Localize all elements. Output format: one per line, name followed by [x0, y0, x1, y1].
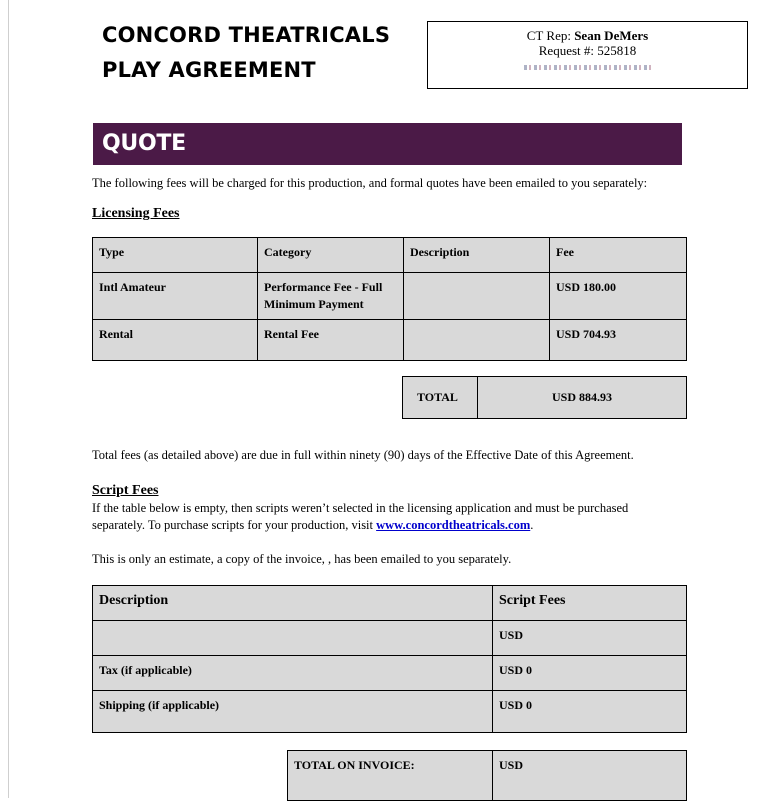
table-row [93, 273, 687, 320]
redacted-text [524, 65, 652, 70]
table-row [93, 621, 687, 656]
script-fee: USD 0 [493, 656, 687, 691]
fee-category: Performance Fee - Full Minimum Payment [258, 273, 404, 320]
page-edge [8, 0, 9, 798]
doc-title-line2: PLAY AGREEMENT [102, 58, 316, 82]
doc-title-line1: CONCORD THEATRICALS [102, 23, 391, 47]
total-label: TOTAL [403, 377, 478, 419]
col-description-header: Description [404, 238, 550, 273]
invoice-total-value: USD [493, 751, 687, 801]
col-script-fees-header: Script Fees [493, 586, 687, 621]
table-header-row [93, 238, 687, 273]
col-category-header: Category [258, 238, 404, 273]
rep-name: Sean DeMers [574, 28, 649, 43]
rep-line [428, 28, 747, 43]
redacted-line [428, 58, 747, 73]
script-description: Shipping (if applicable) [93, 691, 493, 733]
fee-amount: USD 704.93 [550, 320, 687, 361]
script-fees-table [92, 585, 687, 733]
request-number: 525818 [597, 43, 637, 58]
licensing-total-table [402, 376, 687, 419]
licensing-table [92, 237, 687, 361]
script-note-end: . [530, 518, 534, 532]
fee-type: Intl Amateur [93, 273, 258, 320]
script-fee: USD 0 [493, 691, 687, 733]
request-label: Request #: [538, 43, 594, 58]
table-row [93, 320, 687, 361]
due-note: Total fees (as detailed above) are due in full within ninety (90) days of the Effective Date of this Agreement. [92, 448, 634, 462]
request-line [428, 43, 747, 58]
fee-category: Rental Fee [258, 320, 404, 361]
table-row [93, 656, 687, 691]
script-description: Tax (if applicable) [93, 656, 493, 691]
invoice-total-label: TOTAL ON INVOICE: [288, 751, 493, 801]
total-row [403, 377, 687, 419]
col-fee-header: Fee [550, 238, 687, 273]
script-heading: Script Fees [92, 483, 159, 498]
quote-intro: The following fees will be charged for this production, and formal quotes have been emailed to you separately: [92, 176, 648, 190]
script-note [92, 500, 652, 534]
fee-description [404, 320, 550, 361]
fee-amount: USD 180.00 [550, 273, 687, 320]
fee-description [404, 273, 550, 320]
script-fee: USD [493, 621, 687, 656]
estimate-note: This is only an estimate, a copy of the invoice, , has been emailed to you separately. [92, 552, 512, 566]
script-note-text: If the table below is empty, then scripts weren’t selected in the licensing application and must be purchased separately. To purchase scripts for your production, visit [92, 501, 629, 532]
quote-banner: QUOTE [93, 123, 682, 165]
total-row [288, 751, 687, 801]
total-value: USD 884.93 [478, 377, 687, 419]
script-description [93, 621, 493, 656]
rep-info-box [427, 21, 748, 89]
col-description-header: Description [93, 586, 493, 621]
licensing-heading: Licensing Fees [92, 206, 180, 221]
table-header-row [93, 586, 687, 621]
table-row [93, 691, 687, 733]
col-type-header: Type [93, 238, 258, 273]
fee-type: Rental [93, 320, 258, 361]
invoice-total-table [287, 750, 687, 801]
rep-label: CT Rep: [526, 28, 571, 43]
concord-link[interactable]: www.concordtheatricals.com [376, 518, 531, 532]
